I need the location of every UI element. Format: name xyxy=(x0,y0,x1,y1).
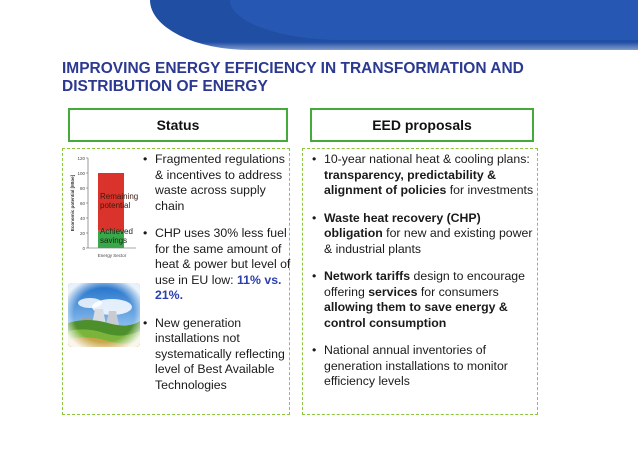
proposal-bullet: • 10-year national heat & cooling plans: transparency, predictability & alignment of policies for investments xyxy=(312,152,534,199)
proposal-bullet: • Network tariffs design to encourage offering services for consumers allowing them to save energy & control consumption xyxy=(312,269,534,331)
x-axis-label: Energy Sector xyxy=(97,253,127,258)
label-achieved-savings: savings xyxy=(100,235,128,245)
y-tick-label: 100 xyxy=(77,170,85,176)
label-remaining-potential: Remaining xyxy=(100,191,139,201)
proposals-heading: EED proposals xyxy=(310,108,534,142)
status-bullet: • New generation installations not systematically reflecting level of Best Available Technologies xyxy=(143,316,291,394)
y-tick-label: 0 xyxy=(82,245,85,251)
status-bullet: • CHP uses 30% less fuel for the same amount of heat & power but level of use in EU low: 11% vs. 21%. xyxy=(143,226,291,304)
y-tick-label: 20 xyxy=(79,230,85,236)
label-remaining-potential: potential xyxy=(100,200,131,210)
chp-share-highlight: 11% vs. 21%. xyxy=(155,272,282,302)
status-bullet: • Fragmented regulations & incentives to address waste across supply chain xyxy=(143,152,291,214)
y-axis-label: Economic potential [Mtoe] xyxy=(70,174,75,232)
status-bullet-list xyxy=(143,152,291,405)
savings-bar-chart xyxy=(68,152,140,264)
proposal-bullet: • National annual inventories of generation installations to monitor efficiency levels xyxy=(312,343,534,390)
label-achieved-savings: Achieved xyxy=(100,226,133,236)
header-band xyxy=(0,0,638,58)
proposal-bullet: • Waste heat recovery (CHP) obligation for new and existing power & industrial plants xyxy=(312,211,534,258)
y-tick-label: 120 xyxy=(77,155,85,161)
y-tick-label: 40 xyxy=(79,215,85,221)
y-tick-label: 80 xyxy=(79,185,85,191)
y-tick-label: 60 xyxy=(79,200,85,206)
slide-title: IMPROVING ENERGY EFFICIENCY IN TRANSFORMATION AND DISTRIBUTION OF ENERGY xyxy=(62,60,524,95)
savings-chart xyxy=(68,152,140,264)
proposal-bullet-list xyxy=(312,152,534,402)
status-heading: Status xyxy=(68,108,288,142)
power-plant-photo xyxy=(68,283,140,347)
